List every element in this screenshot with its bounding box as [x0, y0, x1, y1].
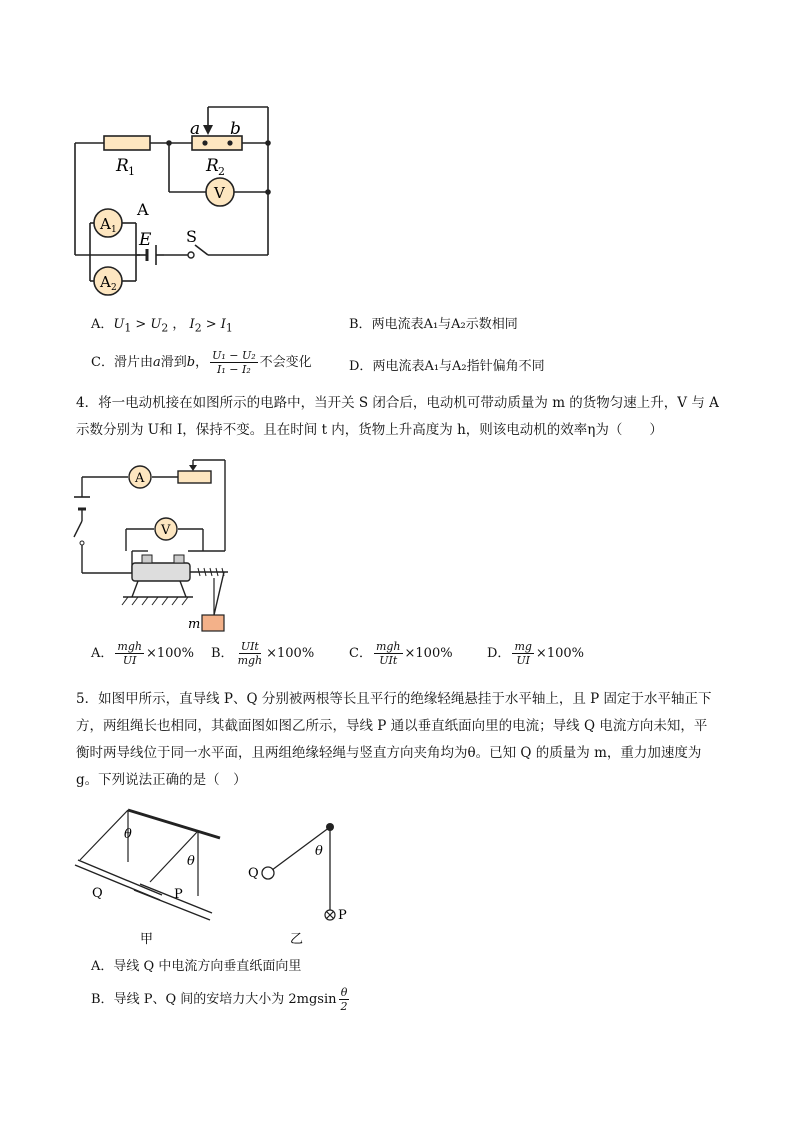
label-node-a: A [137, 200, 149, 219]
q5-yi-theta: θ [315, 844, 323, 859]
label-ammeter-2-sub: 2 [111, 283, 117, 293]
q5-yi-label-q: Q [248, 866, 259, 881]
q4-option-c: C． $\frac{\text{mgh}}{\text{UIt}}$ ×100% [349, 640, 453, 667]
q5-jia-caption: 甲 [140, 932, 154, 947]
q4-label-voltmeter: V [161, 523, 171, 538]
label-ammeter-2: A [100, 273, 111, 291]
label-r1-sub: 1 [128, 165, 135, 178]
label-ammeter-1: A [100, 215, 111, 233]
q3-option-d: D．两电流表A₁与A₂指针偏角不同 [349, 359, 545, 374]
q4-option-a: A． $\frac{\text{mgh}}{UI}$ ×100% [91, 640, 195, 667]
q5-figure-jia [70, 800, 230, 948]
q5-option-b: B． 导线 P、Q 间的安培力大小为 2mgsin $\frac{\theta}{2}$ [91, 986, 348, 1013]
q3-option-b: B．两电流表A₁与A₂示数相同 [349, 317, 518, 332]
label-r2-sub: 2 [218, 165, 225, 178]
q3-option-c-fraction: $\frac{\text{U₁ − U₂}}{\text{I₁ − I₂}}$ [212, 349, 256, 376]
q5-yi-label-p: P [338, 908, 347, 923]
label-voltmeter: V [214, 184, 225, 202]
q4-option-d: D． $\frac{mg}{UI}$ ×100% [487, 640, 584, 667]
q5-stem: 5．如图甲所示，直导线 P、Q 分别被两根等长且平行的绝缘轻绳悬挂于水平轴上，且 P 固定于水平轴正下 方，两组绳长也相同，其截面图如图乙所示，导线 P 通以垂直纸面向里的电流；导线 Q 电流方向未知，平 衡时两导线位于同一水平面，且两组绝缘轻绳与竖直方向夹角均为θ。已知 Q 的质量为 m，重力加速度为 g。下列说法正确的是（ ） [76, 691, 712, 788]
q3-option-c: C． 滑片由 a 滑到 b ， $\frac{\text{U₁ − U₂}}{\text{I₁ − I₂}}$ 不会变化 [91, 349, 312, 376]
label-s: S [186, 227, 197, 246]
label-a: a [190, 119, 201, 139]
q3-circuit-figure [60, 95, 290, 305]
q4-option-b: B． $\frac{\text{UIt}}{\text{mgh}}$ ×100% [211, 640, 315, 667]
label-b: b [230, 119, 241, 139]
q4-motor-circuit-figure [68, 455, 288, 635]
q5-jia-label-p: P [174, 887, 183, 902]
q4-label-mass: m [188, 617, 201, 632]
q3-option-a: A．$U_1 > U_2$ ， $I_2 > I_1$ [91, 317, 233, 335]
q4-label-ammeter: A [135, 471, 145, 486]
label-e: E [139, 230, 152, 250]
q5-option-a: A．导线 Q 中电流方向垂直纸面向里 [91, 959, 302, 974]
q5-yi-caption: 乙 [290, 932, 304, 947]
label-ammeter-1-sub: 1 [111, 225, 117, 235]
q5-jia-label-q: Q [92, 886, 103, 901]
q4-options [91, 640, 731, 676]
q5-jia-theta-1: θ [124, 827, 132, 842]
label-r1: R [116, 156, 129, 176]
label-r2: R [206, 156, 219, 176]
q5-option-b-fraction: $\frac{\theta}{2}$ [340, 986, 348, 1013]
q5-figure-yi [242, 815, 362, 948]
q4-stem: 4．将一电动机接在如图所示的电路中，当开关 S 闭合后，电动机可带动质量为 m 的货物匀速上升，V 与 A 示数分别为 U和 I，保持不变。且在时间 t 内，货物上升高度为 h，则该电动机的效率η为（ ） [76, 395, 719, 438]
q5-jia-theta-2: θ [187, 854, 195, 869]
